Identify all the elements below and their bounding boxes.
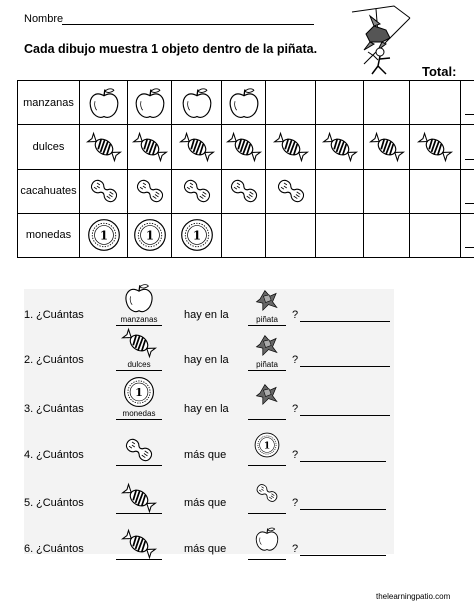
- item-underline: [116, 419, 162, 420]
- graph-row-label: cacahuates: [18, 169, 80, 213]
- question-middle: más que: [184, 449, 227, 461]
- total-answer-line[interactable]: [465, 203, 474, 204]
- question-number: 3.: [24, 403, 34, 415]
- graph-cell: [364, 213, 410, 257]
- candy-icon: [272, 129, 310, 165]
- picture-graph: [17, 80, 460, 258]
- question-prefix: ¿Cuántas: [36, 309, 84, 321]
- peanut-icon: [131, 173, 169, 209]
- target-underline: [248, 465, 286, 466]
- graph-cell: [172, 169, 222, 213]
- question-middle: más que: [184, 543, 227, 555]
- graph-cell: [316, 213, 364, 257]
- coin-icon: [178, 217, 216, 253]
- graph-cell: [410, 169, 461, 213]
- candy-icon: [368, 129, 406, 165]
- total-answer-line[interactable]: [465, 114, 474, 115]
- question-middle: hay en la: [184, 403, 229, 415]
- answer-line[interactable]: [300, 509, 386, 510]
- candy-icon: [120, 326, 158, 360]
- question-mark: ?: [292, 354, 299, 366]
- target-underline: [248, 370, 286, 371]
- graph-cell: [222, 81, 266, 125]
- question-number: 4.: [24, 449, 34, 461]
- question-mark: ?: [292, 497, 299, 509]
- question-row: [24, 334, 394, 376]
- answer-line[interactable]: [300, 321, 390, 322]
- graph-cell: [410, 213, 461, 257]
- coin-icon: [120, 375, 158, 409]
- graph-cell: [80, 169, 128, 213]
- candy-icon: [321, 129, 359, 165]
- graph-cell: [80, 213, 128, 257]
- question-row: [24, 429, 394, 471]
- coin-icon: [252, 431, 282, 459]
- site-credit: thelearningpatio.com: [376, 592, 451, 601]
- graph-cell: [316, 81, 364, 125]
- item-underline: [116, 465, 162, 466]
- pinata-icon: [252, 285, 282, 313]
- graph-cell: [266, 81, 316, 125]
- question-number: 1.: [24, 309, 34, 321]
- graph-cell: [266, 213, 316, 257]
- peanut-icon: [120, 433, 158, 467]
- peanut-icon: [252, 479, 282, 507]
- answer-line[interactable]: [300, 555, 386, 556]
- item-underline: [116, 513, 162, 514]
- graph-row: [18, 81, 474, 125]
- peanut-icon: [225, 173, 263, 209]
- graph-cell: [128, 169, 172, 213]
- peanut-icon: [85, 173, 123, 209]
- question-mark: ?: [292, 449, 299, 461]
- question-middle: hay en la: [184, 309, 229, 321]
- question-row: [24, 383, 394, 425]
- total-cell: [461, 213, 474, 257]
- graph-cell: [364, 169, 410, 213]
- question-prefix: ¿Cuántos: [36, 354, 84, 366]
- name-label: Nombre: [24, 13, 64, 25]
- target-underline: [248, 325, 286, 326]
- graph-row-label: manzanas: [18, 81, 80, 125]
- graph-cell: [128, 125, 172, 169]
- graph-cell: [80, 125, 128, 169]
- graph-cell: [410, 125, 461, 169]
- graph-cell: [266, 125, 316, 169]
- graph-cell: [128, 213, 172, 257]
- instruction-text: Cada dibujo muestra 1 objeto dentro de la piñata.: [24, 42, 318, 56]
- apple-icon: [178, 85, 216, 121]
- graph-row: [18, 213, 474, 257]
- coin-icon: [85, 217, 123, 253]
- question-number: 2.: [24, 354, 34, 366]
- target-underline: [248, 419, 286, 420]
- question-prefix: ¿Cuántas: [36, 403, 84, 415]
- pinata-illustration: [334, 4, 414, 76]
- candy-icon: [131, 129, 169, 165]
- question-middle: más que: [184, 497, 227, 509]
- item-label: manzanas: [120, 315, 158, 324]
- total-answer-line[interactable]: [465, 159, 474, 160]
- peanut-icon: [178, 173, 216, 209]
- target-underline: [248, 559, 286, 560]
- question-middle: hay en la: [184, 354, 229, 366]
- graph-cell: [128, 81, 172, 125]
- graph-row-label: monedas: [18, 213, 80, 257]
- name-blank-line[interactable]: [62, 24, 314, 25]
- apple-icon: [252, 525, 282, 553]
- graph-cell: [364, 81, 410, 125]
- question-number: 6.: [24, 543, 34, 555]
- graph-cell: [266, 169, 316, 213]
- question-row: [24, 289, 394, 331]
- apple-icon: [225, 85, 263, 121]
- question-number: 5.: [24, 497, 34, 509]
- pinata-icon: [252, 330, 282, 358]
- candy-icon: [416, 129, 454, 165]
- question-prefix: ¿Cuántos: [36, 543, 84, 555]
- graph-cell: [222, 213, 266, 257]
- graph-row: [18, 125, 474, 169]
- graph-cell: [222, 169, 266, 213]
- coin-icon: [131, 217, 169, 253]
- answer-line[interactable]: [300, 366, 390, 367]
- item-label: dulces: [127, 360, 151, 369]
- total-cell: [461, 125, 474, 169]
- apple-icon: [120, 281, 158, 315]
- item-label: monedas: [122, 409, 156, 418]
- target-underline: [248, 513, 286, 514]
- graph-cell: [172, 81, 222, 125]
- answer-line[interactable]: [300, 461, 386, 462]
- question-row: [24, 477, 394, 519]
- candy-icon: [85, 129, 123, 165]
- target-label: piñata: [256, 360, 278, 369]
- graph-cell: [172, 213, 222, 257]
- peanut-icon: [272, 173, 310, 209]
- graph-cell: [410, 81, 461, 125]
- graph-cell: [316, 169, 364, 213]
- apple-icon: [131, 85, 169, 121]
- question-prefix: ¿Cuántos: [36, 497, 84, 509]
- apple-icon: [85, 85, 123, 121]
- question-section: [24, 289, 394, 554]
- graph-cell: [222, 125, 266, 169]
- target-label: piñata: [256, 315, 278, 324]
- question-mark: ?: [292, 403, 299, 415]
- graph-cell: [316, 125, 364, 169]
- pinata-icon: [252, 379, 282, 407]
- question-mark: ?: [292, 309, 299, 321]
- question-row: [24, 523, 394, 565]
- candy-icon: [225, 129, 263, 165]
- graph-cell: [172, 125, 222, 169]
- candy-icon: [120, 481, 158, 515]
- answer-line[interactable]: [300, 415, 390, 416]
- candy-icon: [120, 527, 158, 561]
- total-label: Total:: [422, 64, 457, 79]
- total-cell: [461, 81, 474, 125]
- graph-row-label: dulces: [18, 125, 80, 169]
- graph-row: [18, 169, 474, 213]
- total-answer-line[interactable]: [465, 247, 474, 248]
- item-underline: [116, 370, 162, 371]
- question-mark: ?: [292, 543, 299, 555]
- candy-icon: [178, 129, 216, 165]
- graph-cell: [80, 81, 128, 125]
- total-cell: [461, 169, 474, 213]
- graph-cell: [364, 125, 410, 169]
- question-prefix: ¿Cuántos: [36, 449, 84, 461]
- item-underline: [116, 559, 162, 560]
